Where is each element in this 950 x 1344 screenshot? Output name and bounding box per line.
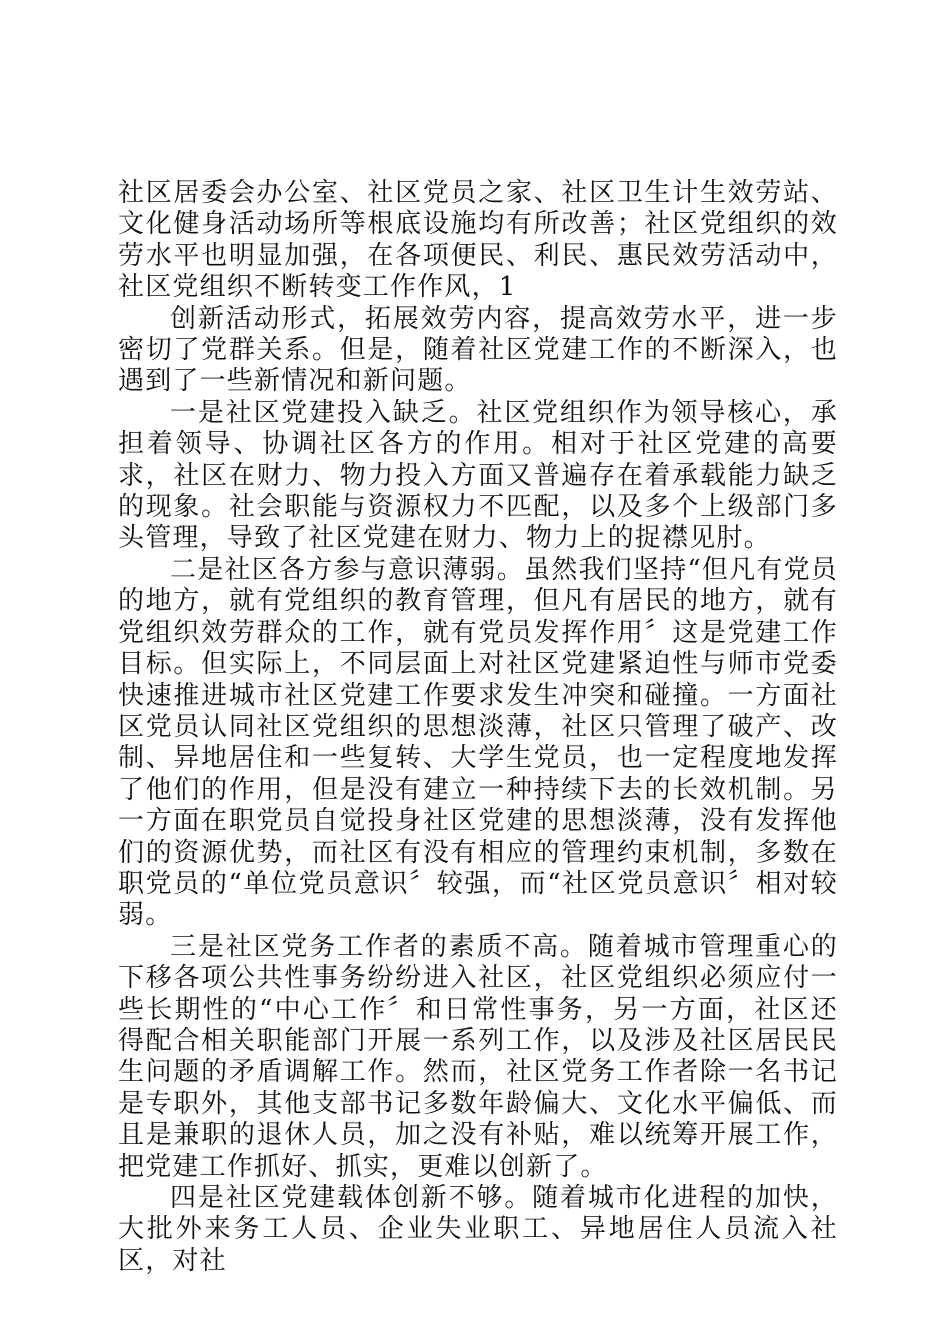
document-body — [118, 178, 838, 1277]
paragraph-issue-two: 二是社区各方参与意识薄弱。虽然我们坚持“但凡有党员的地方，就有党组织的教育管理，但凡有居民的地方，就有党组织效劳群众的工作，就有党员发挥作用〞这是党建工作目标。但实际上，不同层面上对社区党建紧迫性与师市党委快速推进城市社区党建工作要求发生冲突和碰撞。一方面社区党员认同社区党组织的思想淡薄，社区只管理了破产、改制、异地居住和一些复转、大学生党员，也一定程度地发挥了他们的作用，但是没有建立一种持续下去的长效机制。另一方面在职党员自觉投身社区党建的思想淡薄，没有发挥他们的资源优势，而社区有没有相应的管理约束机制，多数在职党员的“单位党员意识〞较强，而“社区党员意识〞相对较弱。 — [118, 554, 838, 931]
paragraph-issue-three: 三是社区党务工作者的素质不高。随着城市管理重心的下移各项公共性事务纷纷进入社区，社区党组织必须应付一些长期性的“中心工作〞和日常性事务，另一方面，社区还得配合相关职能部门开展一系列工作，以及涉及社区居民民生问题的矛盾调解工作。然而，社区党务工作者除一名书记是专职外，其他支部书记多数年龄偏大、文化水平偏低、而且是兼职的退休人员，加之没有补贴，难以统筹开展工作，把党建工作抓好、抓实，更难以创新了。 — [118, 931, 838, 1182]
paragraph-continuation: 社区居委会办公室、社区党员之家、社区卫生计生效劳站、文化健身活动场所等根底设施均有所改善；社区党组织的效劳水平也明显加强，在各项便民、利民、惠民效劳活动中，社区党组织不断转变工作作风，1 — [118, 178, 838, 303]
paragraph-issue-four: 四是社区党建载体创新不够。随着城市化进程的加快，大批外来务工人员、企业失业职工、异地居住人员流入社区，对社 — [118, 1183, 838, 1276]
paragraph-issue-one: 一是社区党建投入缺乏。社区党组织作为领导核心，承担着领导、协调社区各方的作用。相对于社区党建的高要求，社区在财力、物力投入方面又普遍存在着承载能力缺乏的现象。社会职能与资源权力不匹配，以及多个上级部门多头管理，导致了社区党建在财力、物力上的捉襟见肘。 — [118, 397, 838, 554]
paragraph-activity-forms: 创新活动形式，拓展效劳内容，提高效劳水平，进一步密切了党群关系。但是，随着社区党建工作的不断深入，也遇到了一些新情况和新问题。 — [118, 303, 838, 397]
